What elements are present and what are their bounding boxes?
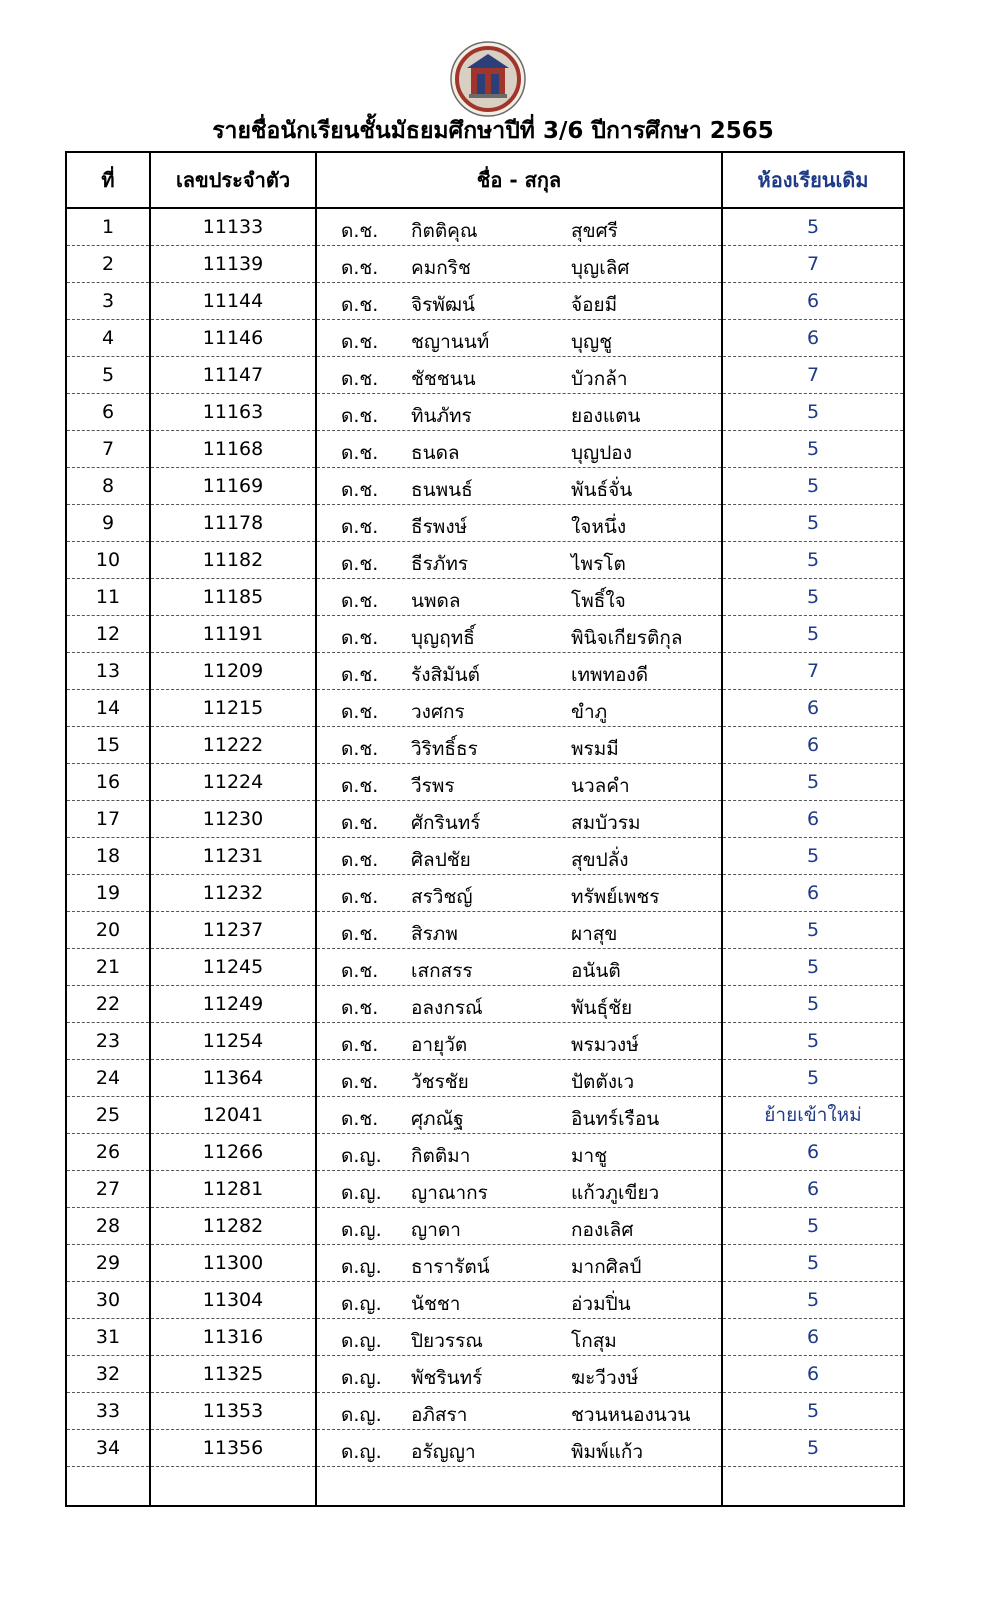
table-row [66, 1319, 904, 1356]
student-id: 11281 [150, 1171, 316, 1208]
original-room: 5 [722, 912, 904, 949]
name-prefix: ด.ช. [341, 294, 379, 316]
name-prefix: ด.ช. [341, 997, 379, 1019]
original-room: 5 [722, 468, 904, 505]
row-number: 20 [66, 912, 150, 949]
last-name: ปัตตังเว [571, 1071, 635, 1093]
name-prefix: ด.ญ. [341, 1145, 382, 1167]
name-prefix: ด.ช. [341, 960, 379, 982]
row-number: 31 [66, 1319, 150, 1356]
first-name: วีรพร [411, 775, 455, 797]
name-prefix: ด.ช. [341, 220, 379, 242]
row-number: 16 [66, 764, 150, 801]
name-prefix: ด.ช. [341, 1071, 379, 1093]
original-room: ย้ายเข้าใหม่ [722, 1097, 904, 1134]
name-prefix: ด.ช. [341, 442, 379, 464]
table-row [66, 208, 904, 246]
student-id: 11356 [150, 1430, 316, 1467]
last-name: อินทร์เรือน [571, 1108, 660, 1130]
student-id: 11139 [150, 246, 316, 283]
first-name: ศุภณัฐ [411, 1108, 464, 1130]
name-prefix: ด.ช. [341, 849, 379, 871]
table-row [66, 468, 904, 505]
first-name: นัชชา [411, 1293, 461, 1315]
original-room: 5 [722, 542, 904, 579]
row-number: 21 [66, 949, 150, 986]
row-number: 18 [66, 838, 150, 875]
first-name: ญาณากร [411, 1182, 488, 1204]
table-row [66, 320, 904, 357]
name-prefix: ด.ช. [341, 627, 379, 649]
name-prefix: ด.ญ. [341, 1367, 382, 1389]
first-name: รังสิมันต์ [411, 664, 480, 686]
original-room: 5 [722, 505, 904, 542]
first-name: ธารารัตน์ [411, 1256, 490, 1278]
original-room: 6 [722, 283, 904, 320]
original-room: 7 [722, 653, 904, 690]
original-room: 6 [722, 1171, 904, 1208]
row-number: 11 [66, 579, 150, 616]
student-id: 11144 [150, 283, 316, 320]
first-name: ญาดา [411, 1219, 461, 1241]
last-name: ยองแตน [571, 405, 641, 427]
first-name: วิริทธิ์ธร [411, 738, 478, 760]
student-name [316, 431, 722, 468]
student-id: 11353 [150, 1393, 316, 1430]
row-number: 7 [66, 431, 150, 468]
name-prefix: ด.ช. [341, 331, 379, 353]
student-name [316, 1245, 722, 1282]
row-number: 5 [66, 357, 150, 394]
table-row [66, 1097, 904, 1134]
row-number: 30 [66, 1282, 150, 1319]
student-name [316, 875, 722, 912]
table-row [66, 394, 904, 431]
table-row [66, 1393, 904, 1430]
first-name: อภิสรา [411, 1404, 468, 1426]
row-number: 24 [66, 1060, 150, 1097]
first-name: วัชรชัย [411, 1071, 469, 1093]
student-name [316, 1208, 722, 1245]
table-row [66, 431, 904, 468]
student-id: 11168 [150, 431, 316, 468]
name-prefix: ด.ช. [341, 590, 379, 612]
row-number: 14 [66, 690, 150, 727]
original-room: 5 [722, 1282, 904, 1319]
original-room: 6 [722, 320, 904, 357]
table-row [66, 1134, 904, 1171]
table-header-row [66, 152, 904, 208]
last-name: พันธ์จั่น [571, 479, 633, 501]
first-name: ศักรินทร์ [411, 812, 481, 834]
original-room: 5 [722, 949, 904, 986]
blank-cell [722, 1467, 904, 1507]
student-id: 11266 [150, 1134, 316, 1171]
table-row [66, 690, 904, 727]
first-name: สิรภพ [411, 923, 458, 945]
first-name: ธีรพงษ์ [411, 516, 468, 538]
name-prefix: ด.ช. [341, 664, 379, 686]
student-id: 11325 [150, 1356, 316, 1393]
header-name: ชื่อ - สกุล [316, 152, 722, 208]
student-name [316, 208, 722, 246]
student-name [316, 1171, 722, 1208]
name-prefix: ด.ช. [341, 405, 379, 427]
last-name: ใจหนึ่ง [571, 516, 627, 538]
original-room: 5 [722, 1393, 904, 1430]
original-room: 5 [722, 579, 904, 616]
student-name [316, 283, 722, 320]
table-row [66, 357, 904, 394]
row-number: 9 [66, 505, 150, 542]
table-row [66, 727, 904, 764]
original-room: 6 [722, 690, 904, 727]
last-name: สุขปลั่ง [571, 849, 629, 871]
original-room: 5 [722, 1023, 904, 1060]
student-name [316, 801, 722, 838]
table-row [66, 1245, 904, 1282]
table-row [66, 986, 904, 1023]
table-row [66, 542, 904, 579]
table-row [66, 912, 904, 949]
last-name: พันธุ์ชัย [571, 997, 633, 1019]
student-table [65, 151, 905, 1507]
last-name: แก้วภูเขียว [571, 1182, 660, 1204]
name-prefix: ด.ช. [341, 701, 379, 723]
original-room: 5 [722, 1245, 904, 1282]
original-room: 5 [722, 838, 904, 875]
student-name [316, 764, 722, 801]
student-name [316, 579, 722, 616]
first-name: อลงกรณ์ [411, 997, 483, 1019]
row-number: 3 [66, 283, 150, 320]
student-id: 11237 [150, 912, 316, 949]
student-name [316, 1023, 722, 1060]
student-name [316, 320, 722, 357]
last-name: กองเลิศ [571, 1219, 634, 1241]
table-row [66, 801, 904, 838]
last-name: บุญปอง [571, 442, 632, 464]
last-name: ทรัพย์เพชร [571, 886, 660, 908]
original-room: 6 [722, 1319, 904, 1356]
student-name [316, 505, 722, 542]
student-id: 11215 [150, 690, 316, 727]
name-prefix: ด.ช. [341, 553, 379, 575]
first-name: บุญฤทธิ์ [411, 627, 475, 649]
last-name: พิมพ์แก้ว [571, 1441, 643, 1463]
first-name: พัชรินทร์ [411, 1367, 483, 1389]
student-id: 12041 [150, 1097, 316, 1134]
table-row [66, 1356, 904, 1393]
last-name: สมบัวรม [571, 812, 641, 834]
row-number: 27 [66, 1171, 150, 1208]
table-row [66, 246, 904, 283]
name-prefix: ด.ช. [341, 775, 379, 797]
original-room: 5 [722, 431, 904, 468]
header-no: ที่ [66, 152, 150, 208]
name-prefix: ด.ญ. [341, 1256, 382, 1278]
row-number: 25 [66, 1097, 150, 1134]
last-name: โกสุม [571, 1330, 617, 1352]
table-row [66, 579, 904, 616]
row-number: 29 [66, 1245, 150, 1282]
row-number: 26 [66, 1134, 150, 1171]
original-room: 6 [722, 727, 904, 764]
name-prefix: ด.ช. [341, 738, 379, 760]
student-name [316, 468, 722, 505]
student-id: 11146 [150, 320, 316, 357]
student-name [316, 690, 722, 727]
blank-cell [150, 1467, 316, 1507]
table-row [66, 283, 904, 320]
table-row [66, 838, 904, 875]
row-number: 10 [66, 542, 150, 579]
first-name: ธีรภัทร [411, 553, 469, 575]
name-prefix: ด.ช. [341, 368, 379, 390]
blank-cell [66, 1467, 150, 1507]
student-name [316, 1134, 722, 1171]
student-id: 11254 [150, 1023, 316, 1060]
name-prefix: ด.ช. [341, 812, 379, 834]
first-name: ชญานนท์ [411, 331, 490, 353]
last-name: ไพรโต [571, 553, 626, 575]
student-name [316, 727, 722, 764]
student-id: 11182 [150, 542, 316, 579]
last-name: สุขศรี [571, 220, 618, 242]
student-name [316, 1356, 722, 1393]
table-row [66, 1171, 904, 1208]
student-name [316, 1319, 722, 1356]
student-name [316, 246, 722, 283]
name-prefix: ด.ญ. [341, 1182, 382, 1204]
table-row [66, 1208, 904, 1245]
last-name: ชวนหนองนวน [571, 1404, 691, 1426]
table-row [66, 875, 904, 912]
first-name: ชัชชนน [411, 368, 476, 390]
last-name: อนันติ [571, 960, 621, 982]
student-name [316, 1393, 722, 1430]
original-room: 6 [722, 875, 904, 912]
student-name [316, 1430, 722, 1467]
student-id: 11169 [150, 468, 316, 505]
student-id: 11282 [150, 1208, 316, 1245]
original-room: 7 [722, 246, 904, 283]
last-name: พรมมี [571, 738, 619, 760]
last-name: บัวกล้า [571, 368, 628, 390]
name-prefix: ด.ช. [341, 923, 379, 945]
last-name: พรมวงษ์ [571, 1034, 639, 1056]
student-id: 11163 [150, 394, 316, 431]
name-prefix: ด.ญ. [341, 1219, 382, 1241]
student-name [316, 1060, 722, 1097]
row-number: 4 [66, 320, 150, 357]
student-name [316, 1097, 722, 1134]
original-room: 5 [722, 394, 904, 431]
original-room: 6 [722, 1134, 904, 1171]
last-name: โพธิ์ใจ [571, 590, 626, 612]
student-id: 11224 [150, 764, 316, 801]
student-name [316, 616, 722, 653]
school-emblem-icon [449, 40, 527, 118]
student-name [316, 653, 722, 690]
student-name [316, 542, 722, 579]
original-room: 5 [722, 986, 904, 1023]
first-name: เสกสรร [411, 960, 473, 982]
first-name: กิตติมา [411, 1145, 471, 1167]
original-room: 7 [722, 357, 904, 394]
name-prefix: ด.ช. [341, 516, 379, 538]
row-number: 22 [66, 986, 150, 1023]
name-prefix: ด.ช. [341, 257, 379, 279]
first-name: อายุวัต [411, 1034, 468, 1056]
student-id: 11230 [150, 801, 316, 838]
row-number: 1 [66, 208, 150, 246]
original-room: 5 [722, 616, 904, 653]
student-id: 11364 [150, 1060, 316, 1097]
name-prefix: ด.ช. [341, 1108, 379, 1130]
table-row [66, 1430, 904, 1467]
student-name [316, 1282, 722, 1319]
row-number: 13 [66, 653, 150, 690]
name-prefix: ด.ญ. [341, 1441, 382, 1463]
original-room: 5 [722, 764, 904, 801]
table-row [66, 653, 904, 690]
row-number: 33 [66, 1393, 150, 1430]
first-name: กิตติคุณ [411, 220, 478, 242]
last-name: มาชู [571, 1145, 608, 1167]
student-id: 11191 [150, 616, 316, 653]
original-room: 5 [722, 1430, 904, 1467]
name-prefix: ด.ช. [341, 886, 379, 908]
student-id: 11231 [150, 838, 316, 875]
row-number: 23 [66, 1023, 150, 1060]
table-row [66, 1282, 904, 1319]
student-id: 11178 [150, 505, 316, 542]
student-name [316, 357, 722, 394]
last-name: จ้อยมี [571, 294, 618, 316]
first-name: อรัญญา [411, 1441, 476, 1463]
row-number: 17 [66, 801, 150, 838]
header-student-id: เลขประจำตัว [150, 152, 316, 208]
student-name [316, 394, 722, 431]
name-prefix: ด.ช. [341, 479, 379, 501]
student-id: 11185 [150, 579, 316, 616]
table-row [66, 1060, 904, 1097]
first-name: สรวิชญ์ [411, 886, 473, 908]
name-prefix: ด.ช. [341, 1034, 379, 1056]
last-name: พินิจเกียรติกุล [571, 627, 683, 649]
student-name [316, 949, 722, 986]
first-name: ทินภัทร [411, 405, 472, 427]
last-name: ผาสุข [571, 923, 618, 945]
student-id: 11249 [150, 986, 316, 1023]
first-name: ปิยวรรณ [411, 1330, 483, 1352]
first-name: ธนพนธ์ [411, 479, 473, 501]
last-name: บุญชู [571, 331, 613, 353]
table-row [66, 616, 904, 653]
name-prefix: ด.ญ. [341, 1293, 382, 1315]
name-prefix: ด.ญ. [341, 1330, 382, 1352]
last-name: ขำภู [571, 701, 608, 723]
row-number: 34 [66, 1430, 150, 1467]
student-id: 11245 [150, 949, 316, 986]
student-id: 11133 [150, 208, 316, 246]
original-room: 5 [722, 1060, 904, 1097]
name-prefix: ด.ญ. [341, 1404, 382, 1426]
row-number: 12 [66, 616, 150, 653]
row-number: 19 [66, 875, 150, 912]
table-row [66, 1023, 904, 1060]
student-id: 11300 [150, 1245, 316, 1282]
row-number: 2 [66, 246, 150, 283]
original-room: 5 [722, 208, 904, 246]
first-name: วงศกร [411, 701, 465, 723]
table-row [66, 764, 904, 801]
page-title: รายชื่อนักเรียนชั้นมัธยมศึกษาปีที่ 3/6 ปีการศึกษา 2565 [212, 118, 774, 144]
row-number: 6 [66, 394, 150, 431]
student-id: 11209 [150, 653, 316, 690]
last-name: บุญเลิศ [571, 257, 630, 279]
header-original-room: ห้องเรียนเดิม [722, 152, 904, 208]
first-name: คมกริช [411, 257, 471, 279]
first-name: ศิลปชัย [411, 849, 471, 871]
student-id: 11232 [150, 875, 316, 912]
table-row [66, 949, 904, 986]
row-number: 32 [66, 1356, 150, 1393]
student-name [316, 838, 722, 875]
student-name [316, 912, 722, 949]
row-number: 15 [66, 727, 150, 764]
last-name: อ่วมปิ่น [571, 1293, 631, 1315]
last-name: ฆะวีวงษ์ [571, 1367, 639, 1389]
blank-row [66, 1467, 904, 1507]
original-room: 6 [722, 1356, 904, 1393]
last-name: มากศิลป์ [571, 1256, 642, 1278]
first-name: ธนดล [411, 442, 460, 464]
student-id: 11147 [150, 357, 316, 394]
row-number: 28 [66, 1208, 150, 1245]
student-id: 11222 [150, 727, 316, 764]
first-name: นพดล [411, 590, 461, 612]
row-number: 8 [66, 468, 150, 505]
last-name: นวลคำ [571, 775, 630, 797]
original-room: 6 [722, 801, 904, 838]
original-room: 5 [722, 1208, 904, 1245]
student-name [316, 986, 722, 1023]
first-name: จิรพัฒน์ [411, 294, 476, 316]
table-row [66, 505, 904, 542]
last-name: เทพทองดี [571, 664, 649, 686]
student-id: 11316 [150, 1319, 316, 1356]
student-id: 11304 [150, 1282, 316, 1319]
blank-cell [316, 1467, 722, 1507]
